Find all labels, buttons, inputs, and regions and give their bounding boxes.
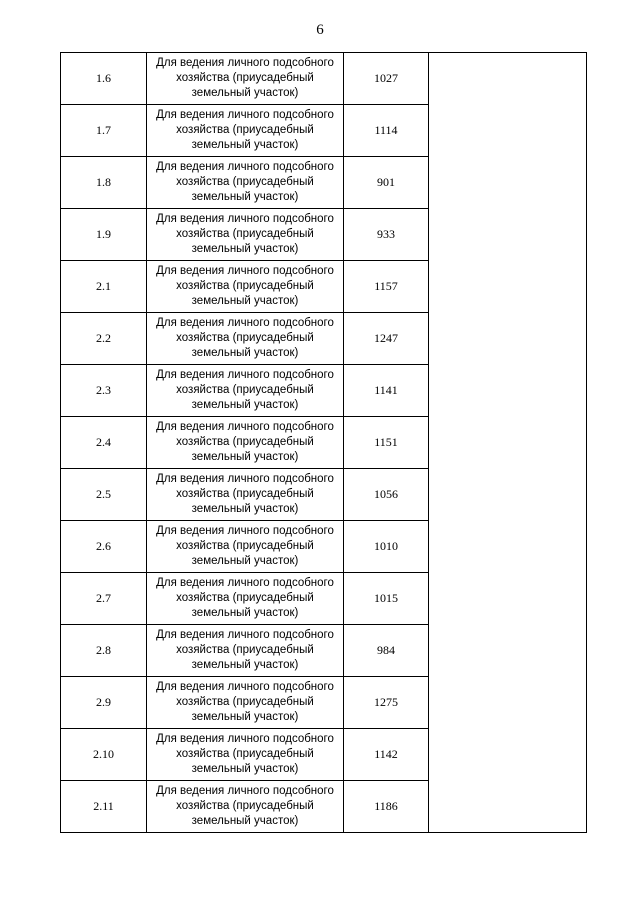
permitted-use-cell xyxy=(147,677,344,729)
permitted-use-cell xyxy=(147,521,344,573)
land-plots-table-body xyxy=(61,53,587,833)
area-cell: 1015 xyxy=(344,573,429,625)
permitted-use-cell xyxy=(147,781,344,833)
plot-number-cell: 2.6 xyxy=(61,521,147,573)
permitted-use-text: Для ведения личного подсобного хозяйства (приусадебный земельный участок) xyxy=(156,525,334,567)
land-plots-table xyxy=(60,52,587,833)
area-cell: 984 xyxy=(344,625,429,677)
area-cell: 1275 xyxy=(344,677,429,729)
area-cell: 1247 xyxy=(344,313,429,365)
plot-number-cell: 1.8 xyxy=(61,157,147,209)
permitted-use-cell xyxy=(147,105,344,157)
permitted-use-text: Для ведения личного подсобного хозяйства (приусадебный земельный участок) xyxy=(156,213,334,255)
notes-cell xyxy=(429,53,587,833)
page-number: 6 xyxy=(316,22,324,38)
plot-number-cell: 2.10 xyxy=(61,729,147,781)
plot-number-cell: 2.4 xyxy=(61,417,147,469)
permitted-use-text: Для ведения личного подсобного хозяйства (приусадебный земельный участок) xyxy=(156,161,334,203)
permitted-use-cell xyxy=(147,209,344,261)
plot-number-cell: 2.9 xyxy=(61,677,147,729)
permitted-use-text: Для ведения личного подсобного хозяйства (приусадебный земельный участок) xyxy=(156,57,334,99)
plot-number-cell: 2.11 xyxy=(61,781,147,833)
plot-number-cell: 2.5 xyxy=(61,469,147,521)
area-cell: 1157 xyxy=(344,261,429,313)
permitted-use-cell xyxy=(147,469,344,521)
permitted-use-cell xyxy=(147,729,344,781)
permitted-use-cell xyxy=(147,313,344,365)
permitted-use-text: Для ведения личного подсобного хозяйства (приусадебный земельный участок) xyxy=(156,317,334,359)
permitted-use-cell xyxy=(147,53,344,105)
permitted-use-text: Для ведения личного подсобного хозяйства (приусадебный земельный участок) xyxy=(156,369,334,411)
area-cell: 901 xyxy=(344,157,429,209)
permitted-use-text: Для ведения личного подсобного хозяйства (приусадебный земельный участок) xyxy=(156,577,334,619)
table-row xyxy=(61,53,587,105)
permitted-use-text: Для ведения личного подсобного хозяйства (приусадебный земельный участок) xyxy=(156,629,334,671)
plot-number-cell: 2.3 xyxy=(61,365,147,417)
plot-number-cell: 2.7 xyxy=(61,573,147,625)
permitted-use-cell xyxy=(147,261,344,313)
permitted-use-text: Для ведения личного подсобного хозяйства (приусадебный земельный участок) xyxy=(156,265,334,307)
permitted-use-cell xyxy=(147,625,344,677)
area-cell: 1010 xyxy=(344,521,429,573)
area-cell: 1056 xyxy=(344,469,429,521)
plot-number-cell: 1.9 xyxy=(61,209,147,261)
permitted-use-text: Для ведения личного подсобного хозяйства (приусадебный земельный участок) xyxy=(156,109,334,151)
area-cell: 1186 xyxy=(344,781,429,833)
area-cell: 1114 xyxy=(344,105,429,157)
area-cell: 1141 xyxy=(344,365,429,417)
permitted-use-text: Для ведения личного подсобного хозяйства (приусадебный земельный участок) xyxy=(156,785,334,827)
permitted-use-cell xyxy=(147,157,344,209)
area-cell: 1027 xyxy=(344,53,429,105)
permitted-use-text: Для ведения личного подсобного хозяйства (приусадебный земельный участок) xyxy=(156,681,334,723)
area-cell: 933 xyxy=(344,209,429,261)
permitted-use-cell xyxy=(147,417,344,469)
plot-number-cell: 2.1 xyxy=(61,261,147,313)
permitted-use-text: Для ведения личного подсобного хозяйства (приусадебный земельный участок) xyxy=(156,733,334,775)
plot-number-cell: 2.2 xyxy=(61,313,147,365)
permitted-use-cell xyxy=(147,365,344,417)
plot-number-cell: 1.7 xyxy=(61,105,147,157)
permitted-use-text: Для ведения личного подсобного хозяйства (приусадебный земельный участок) xyxy=(156,473,334,515)
plot-number-cell: 1.6 xyxy=(61,53,147,105)
plot-number-cell: 2.8 xyxy=(61,625,147,677)
permitted-use-cell xyxy=(147,573,344,625)
area-cell: 1142 xyxy=(344,729,429,781)
area-cell: 1151 xyxy=(344,417,429,469)
permitted-use-text: Для ведения личного подсобного хозяйства (приусадебный земельный участок) xyxy=(156,421,334,463)
